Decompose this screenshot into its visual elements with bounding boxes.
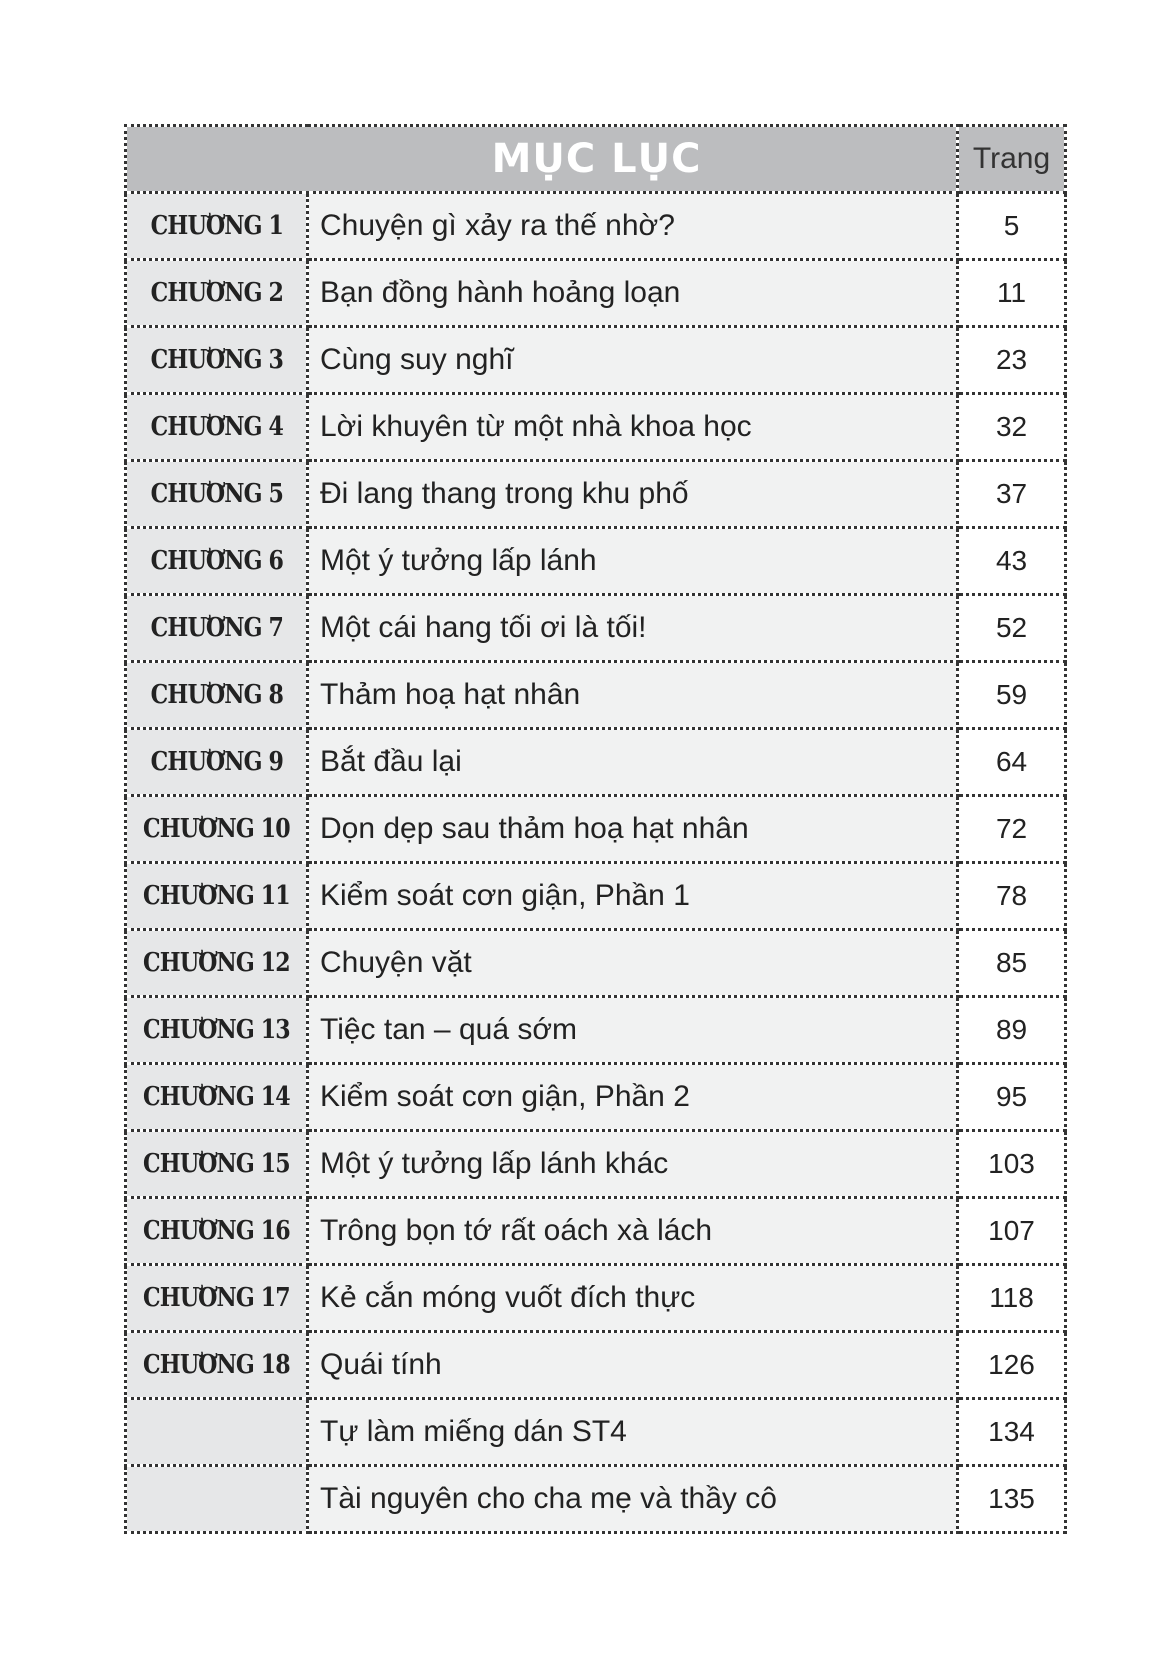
toc-row xyxy=(126,997,1066,1064)
toc-title: MỤC LỤC xyxy=(126,126,958,193)
page-number: 107 xyxy=(958,1198,1066,1265)
chapter-text: CHƯƠNG 17 xyxy=(143,1283,290,1313)
chapter-title: Cùng suy nghĩ xyxy=(308,327,958,394)
toc-row xyxy=(126,327,1066,394)
page-number: 64 xyxy=(958,729,1066,796)
chapter-title: Kẻ cắn móng vuốt đích thực xyxy=(308,1265,958,1332)
chapter-label xyxy=(126,863,308,930)
chapter-title: Chuyện gì xảy ra thế nhờ? xyxy=(308,193,958,260)
chapter-text: CHƯƠNG 13 xyxy=(143,1015,290,1045)
toc-row xyxy=(126,394,1066,461)
page-number: 126 xyxy=(958,1332,1066,1399)
chapter-text: CHƯƠNG 5 xyxy=(150,479,283,509)
page-number: 59 xyxy=(958,662,1066,729)
chapter-label xyxy=(126,1131,308,1198)
chapter-label xyxy=(126,193,308,260)
chapter-title: Quái tính xyxy=(308,1332,958,1399)
toc-row xyxy=(126,1131,1066,1198)
chapter-text: CHƯƠNG 8 xyxy=(150,680,283,710)
toc-row xyxy=(126,528,1066,595)
chapter-text: CHƯƠNG 7 xyxy=(150,613,283,643)
page-number: 103 xyxy=(958,1131,1066,1198)
chapter-title: Lời khuyên từ một nhà khoa học xyxy=(308,394,958,461)
chapter-label xyxy=(126,260,308,327)
page-number: 5 xyxy=(958,193,1066,260)
chapter-text: CHƯƠNG 12 xyxy=(143,948,290,978)
page-number: 11 xyxy=(958,260,1066,327)
chapter-label xyxy=(126,1198,308,1265)
chapter-title: Dọn dẹp sau thảm hoạ hạt nhân xyxy=(308,796,958,863)
toc-row xyxy=(126,1064,1066,1131)
chapter-title: Thảm hoạ hạt nhân xyxy=(308,662,958,729)
chapter-label xyxy=(126,729,308,796)
toc-row xyxy=(126,729,1066,796)
chapter-title: Trông bọn tớ rất oách xà lách xyxy=(308,1198,958,1265)
chapter-label xyxy=(126,528,308,595)
page-number: 78 xyxy=(958,863,1066,930)
toc-row xyxy=(126,1198,1066,1265)
chapter-label xyxy=(126,930,308,997)
chapter-text: CHƯƠNG 11 xyxy=(143,881,290,911)
chapter-text: CHƯƠNG 4 xyxy=(150,412,283,442)
page-number: 72 xyxy=(958,796,1066,863)
chapter-title: Một ý tưởng lấp lánh khác xyxy=(308,1131,958,1198)
toc-row xyxy=(126,1332,1066,1399)
chapter-text: CHƯƠNG 6 xyxy=(150,546,283,576)
page-number: 135 xyxy=(958,1466,1066,1533)
toc-row xyxy=(126,796,1066,863)
chapter-text: CHƯƠNG 1 xyxy=(150,211,283,241)
page-number: 89 xyxy=(958,997,1066,1064)
toc-row xyxy=(126,1399,1066,1466)
toc-row xyxy=(126,461,1066,528)
chapter-label xyxy=(126,327,308,394)
chapter-label xyxy=(126,1399,308,1466)
chapter-text: CHƯƠNG 16 xyxy=(143,1216,290,1246)
toc-header xyxy=(126,126,1066,193)
chapter-title: Đi lang thang trong khu phố xyxy=(308,461,958,528)
page-number: 32 xyxy=(958,394,1066,461)
chapter-text: CHƯƠNG 9 xyxy=(150,747,283,777)
chapter-title: Bắt đầu lại xyxy=(308,729,958,796)
chapter-text: CHƯƠNG 3 xyxy=(150,345,283,375)
chapter-label xyxy=(126,461,308,528)
chapter-text: CHƯƠNG 14 xyxy=(143,1082,290,1112)
page-number: 118 xyxy=(958,1265,1066,1332)
toc-row xyxy=(126,662,1066,729)
chapter-label xyxy=(126,796,308,863)
page-number: 52 xyxy=(958,595,1066,662)
page-number: 43 xyxy=(958,528,1066,595)
chapter-title: Kiểm soát cơn giận, Phần 2 xyxy=(308,1064,958,1131)
chapter-label xyxy=(126,1466,308,1533)
chapter-title: Kiểm soát cơn giận, Phần 1 xyxy=(308,863,958,930)
toc-row xyxy=(126,595,1066,662)
chapter-label xyxy=(126,997,308,1064)
toc-row xyxy=(126,193,1066,260)
chapter-title: Chuyện vặt xyxy=(308,930,958,997)
page-number: 85 xyxy=(958,930,1066,997)
page-number: 23 xyxy=(958,327,1066,394)
chapter-label xyxy=(126,662,308,729)
chapter-label xyxy=(126,1064,308,1131)
chapter-label xyxy=(126,1332,308,1399)
chapter-title: Tiệc tan – quá sớm xyxy=(308,997,958,1064)
chapter-title: Tài nguyên cho cha mẹ và thầy cô xyxy=(308,1466,958,1533)
chapter-title: Tự làm miếng dán ST4 xyxy=(308,1399,958,1466)
page-column-header: Trang xyxy=(958,126,1066,193)
page-number: 95 xyxy=(958,1064,1066,1131)
page-number: 134 xyxy=(958,1399,1066,1466)
toc-row xyxy=(126,1466,1066,1533)
table-of-contents xyxy=(124,124,1067,1534)
chapter-text: CHƯƠNG 18 xyxy=(143,1350,290,1380)
toc-row xyxy=(126,1265,1066,1332)
page-number: 37 xyxy=(958,461,1066,528)
toc-row xyxy=(126,863,1066,930)
toc-row xyxy=(126,930,1066,997)
chapter-label xyxy=(126,394,308,461)
chapter-text: CHƯƠNG 10 xyxy=(143,814,290,844)
toc-row xyxy=(126,260,1066,327)
chapter-text: CHƯƠNG 2 xyxy=(150,278,283,308)
chapter-label xyxy=(126,1265,308,1332)
chapter-title: Một cái hang tối ơi là tối! xyxy=(308,595,958,662)
chapter-title: Một ý tưởng lấp lánh xyxy=(308,528,958,595)
chapter-label xyxy=(126,595,308,662)
chapter-text: CHƯƠNG 15 xyxy=(143,1149,290,1179)
chapter-title: Bạn đồng hành hoảng loạn xyxy=(308,260,958,327)
